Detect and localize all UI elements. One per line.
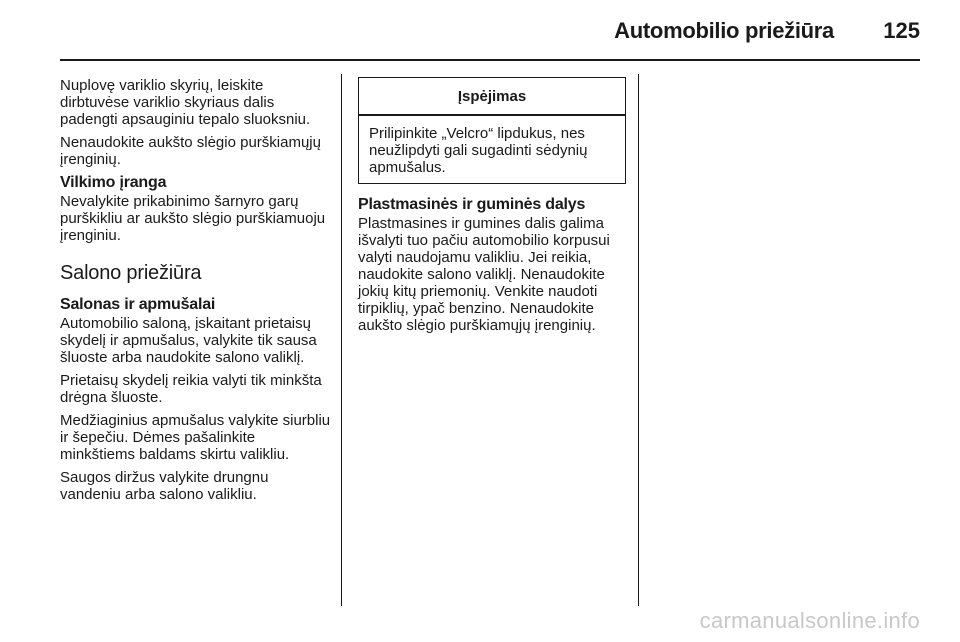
middle-column [358,77,626,340]
warning-box [358,77,626,184]
interior-heading: Salonas ir apmušalai [60,296,216,313]
interior-paragraph-1: Automobilio saloną, įskaitant prietaisų skydelį ir apmušalus, valykite tik sausa šluoste arba naudokite salono valiklį. [60,315,317,366]
header-rule [60,59,920,61]
left-column [60,77,332,509]
towing-paragraph: Nevalykite prikabinimo šarnyro garų purškikliu ar aukšto slėgio purškiamuoju įrenginiu. [60,193,326,244]
page-number: 125 [883,18,920,43]
no-pressure-paragraph: Nenaudokite aukšto slėgio purškiamųjų įrenginių. [60,134,321,168]
plastic-parts-heading: Plastmasinės ir guminės dalys [358,195,586,213]
engine-wash-paragraph: Nuplovę variklio skyrių, leiskite dirbtuvėse variklio skyriaus dalis padengti apsauginiu tepalo sluoksniu. [60,77,311,128]
plastic-parts-paragraph: Plastmasines ir gumines dalis galima išvalyti tuo pačiu automobilio korpusui valyti naudojamu valikliu. Jei reikia, naudokite salono valiklį. Nenaudokite jokių kitų priemonių. Venkite naudoti tirpiklių, ypač benzino. Nenaudokite aukšto slėgio purškiamųjų įrenginių. [358,214,610,334]
interior-paragraph-2: Prietaisų skydelį reikia valyti tik minkšta drėgna šluoste. [60,372,322,406]
page-header-title: Automobilio priežiūra [614,18,834,43]
column-divider-left [341,74,342,606]
watermark: carmanualsonline.info [699,608,920,633]
warning-title: Įspėjimas [457,88,527,105]
interior-paragraph-3: Medžiaginius apmušalus valykite siurbliu ir šepečiu. Dėmes pašalinkite minkštiems baldams skirtu valikliu. [60,412,331,463]
warning-text: Prilipinkite „Velcro“ lipdukus, nes neužlipdyti gali sugadinti sėdynių apmušalus. [369,124,588,176]
interior-paragraph-4: Saugos diržus valykite drungnu vandeniu arba salono valikliu. [60,469,269,503]
section-heading: Salono priežiūra [60,262,202,284]
towing-heading: Vilkimo įranga [60,174,167,191]
column-divider-right [638,74,639,606]
